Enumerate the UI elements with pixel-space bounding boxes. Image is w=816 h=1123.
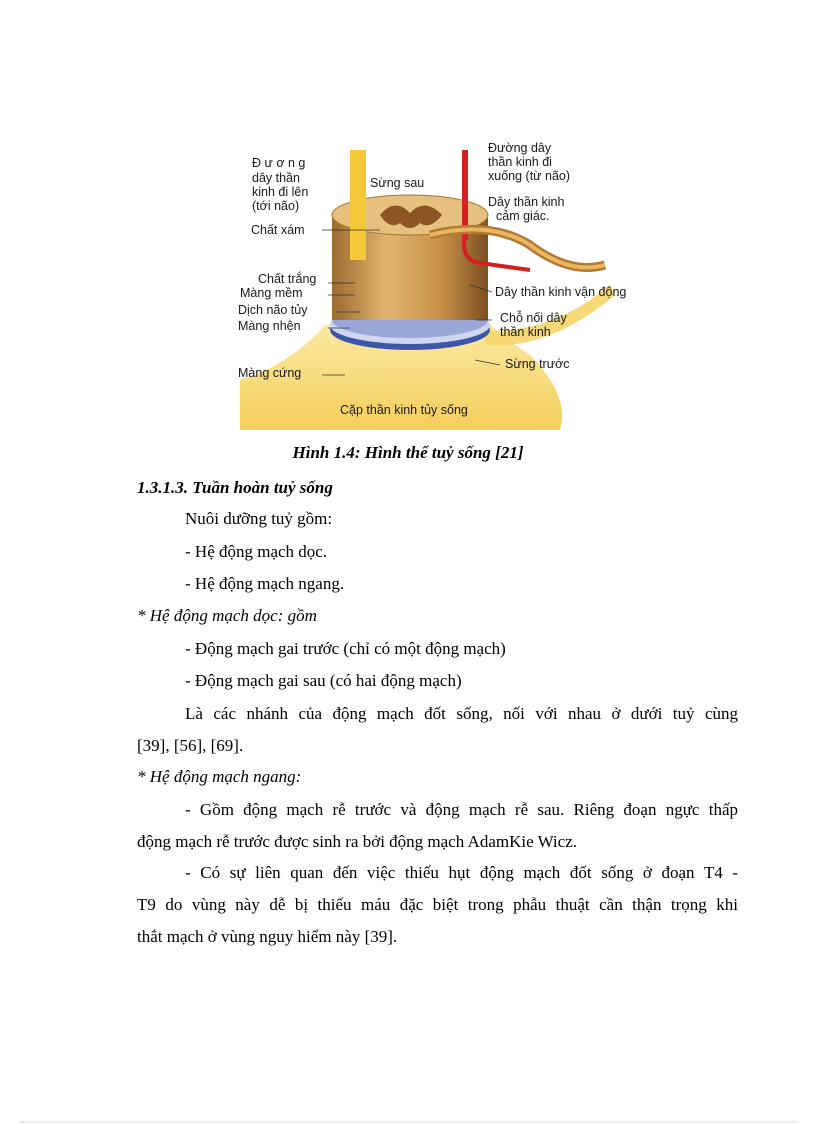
spinal-cord-illustration: [230, 135, 650, 430]
subheading-longitudinal: * Hệ động mạch dọc: gồm: [137, 606, 317, 625]
list-item-anterior-spinal: - Động mạch gai trước (chỉ có một động mạch): [185, 639, 506, 658]
paragraph-deficit-line2: T9 do vùng này dễ bị thiếu máu đặc biệt trong phẫu thuật cần thận trọng khi: [137, 895, 738, 914]
label-dorsal-horn: Sừng sau: [370, 176, 425, 190]
label-descending-2: thần kinh đi: [488, 155, 552, 169]
paragraph-deficit-line3: thắt mạch ở vùng nguy hiểm này [39].: [137, 927, 398, 946]
label-ascending-4: (tới não): [252, 199, 300, 213]
label-motor-nerve: Dây thần kinh vận động: [495, 285, 627, 299]
section-heading: 1.3.1.3. Tuần hoàn tuỷ sống: [137, 478, 333, 497]
paragraph-branches-line1: Là các nhánh của động mạch đốt sống, nối với nhau ở dưới tuỷ cùng: [185, 704, 738, 723]
list-item-transverse: - Hệ động mạch ngang.: [185, 574, 345, 593]
label-pia-mater: Màng mềm: [240, 286, 303, 300]
label-spinal-nerve-pair: Cặp thần kinh tủy sống: [340, 403, 468, 417]
paragraph-branches-line2: [39], [56], [69].: [137, 736, 244, 755]
paragraph-deficit-line1: - Có sự liên quan đến việc thiếu hụt động mạch đốt sống ở đoạn T4 -: [185, 863, 738, 882]
label-white-matter: Chất trắng: [258, 272, 317, 286]
spinal-cord-diagram: [230, 135, 650, 430]
list-item-longitudinal: - Hệ động mạch dọc.: [185, 542, 328, 561]
label-ventral-horn: Sừng trước: [505, 357, 570, 371]
label-ascending-2: dây thần: [252, 171, 300, 185]
paragraph-radicular-line1: - Gồm động mạch rễ trước và động mạch rễ sau. Riêng đoạn ngực thấp: [185, 800, 738, 819]
label-sensory-2: cảm giác.: [496, 209, 550, 223]
figure-caption: Hình 1.4: Hình thể tuỷ sống [21]: [292, 443, 524, 462]
ascending-tract: [350, 150, 366, 260]
label-gray-matter: Chất xám: [251, 223, 305, 237]
list-item-posterior-spinal: - Động mạch gai sau (có hai động mạch): [185, 671, 462, 690]
label-sensory-1: Dây thần kinh: [488, 195, 565, 209]
label-ascending-3: kinh đi lên: [252, 185, 309, 199]
label-csf: Dịch não tủy: [238, 303, 308, 317]
label-junction-1: Chỗ nối dây: [500, 311, 567, 325]
label-junction-2: thần kinh: [500, 325, 551, 339]
label-arachnoid: Màng nhện: [238, 319, 301, 333]
label-ascending-1: Đ ư ơ n g: [252, 156, 306, 170]
subheading-transverse: * Hệ động mạch ngang:: [137, 767, 302, 786]
paragraph-nutrition: Nuôi dưỡng tuỷ gồm:: [185, 509, 333, 528]
label-descending-3: xuống (từ não): [488, 169, 571, 183]
label-dura-mater: Màng cứng: [238, 366, 302, 380]
paragraph-radicular-line2: động mạch rễ trước được sinh ra bởi động mạch AdamKie Wicz.: [137, 832, 577, 851]
label-descending-1: Đường dây: [488, 141, 552, 155]
